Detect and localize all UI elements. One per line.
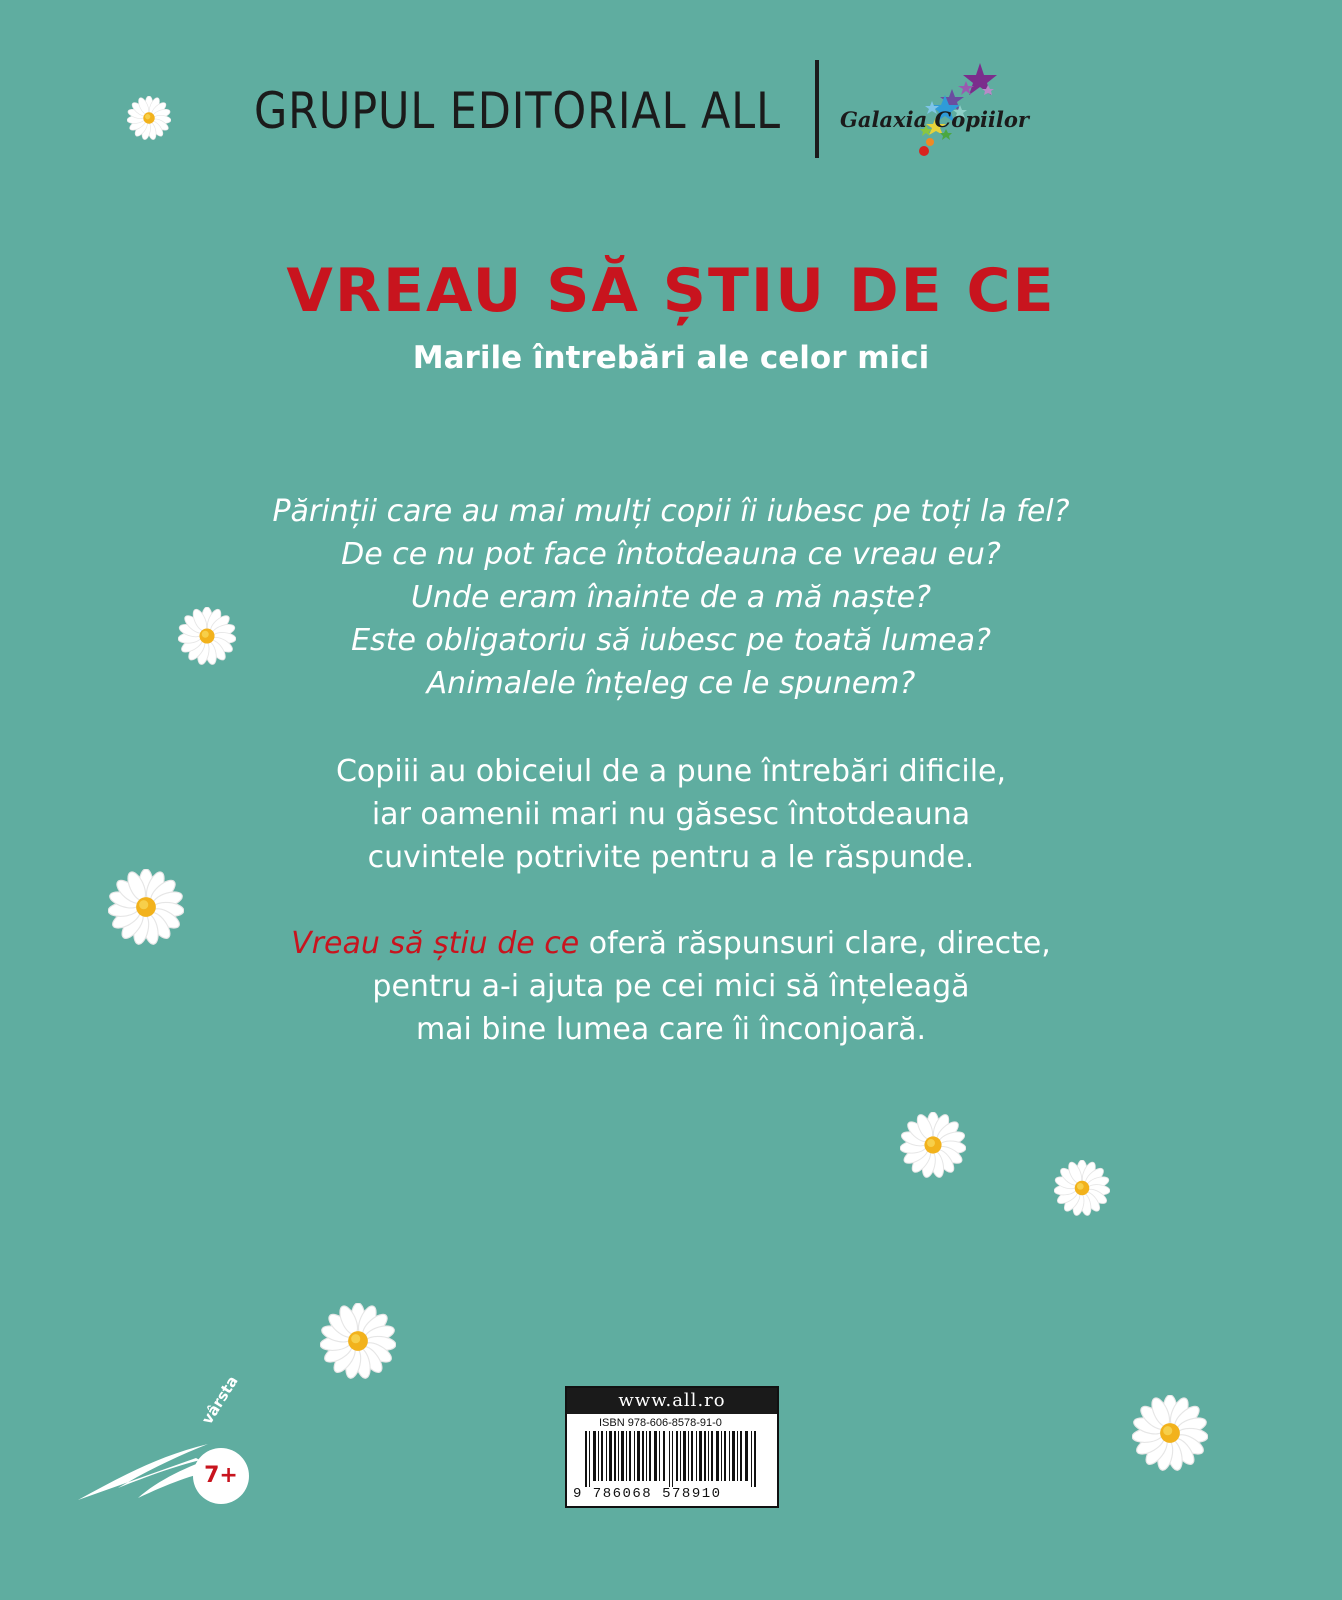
header-divider	[815, 60, 819, 158]
imprint-name: Galaxia Copiilor	[840, 107, 1029, 132]
daisy-icon	[1132, 1395, 1208, 1471]
question-line: De ce nu pot face întotdeauna ce vreau eu?	[341, 537, 1001, 572]
daisy-icon	[127, 96, 171, 140]
paragraph-line: mai bine lumea care îi înconjoară.	[415, 1012, 927, 1047]
barcode-digits: 9 786068 578910	[573, 1486, 722, 1502]
question-line: Este obligatoriu să iubesc pe toată lumea?	[351, 623, 991, 658]
question-line: Unde eram înainte de a mă naște?	[410, 580, 932, 615]
description-paragraph	[0, 750, 1342, 879]
book-title: VREAU SĂ ȘTIU DE CE	[286, 256, 1056, 326]
daisy-icon	[1054, 1160, 1110, 1216]
paragraph-line: iar oamenii mari nu găsesc întotdeauna	[371, 797, 971, 832]
series-name-inline: Vreau să știu de ce	[291, 926, 580, 961]
question-line: Părinții care au mai mulți copii îi iubesc pe toți la fel?	[272, 494, 1070, 529]
daisy-icon	[178, 607, 236, 665]
book-subtitle: Marile întrebări ale celor mici	[412, 340, 930, 376]
question-line: Animalele înțeleg ce le spunem?	[426, 666, 916, 701]
publisher-website: www.all.ro	[567, 1388, 777, 1414]
paragraph-line	[0, 922, 1342, 965]
barcode-bars-icon	[585, 1431, 761, 1487]
imprint-logo	[840, 55, 1100, 165]
age-value: 7+	[193, 1448, 249, 1504]
daisy-icon	[108, 869, 184, 945]
paragraph-line: pentru a-i ajuta pe cei mici să înțeleagă	[372, 969, 970, 1004]
publisher-name: GRUPUL EDITORIAL ALL	[254, 82, 781, 140]
age-label: vârsta	[198, 1372, 242, 1428]
paragraph-text: oferă răspunsuri clare, directe,	[579, 926, 1051, 961]
daisy-icon	[320, 1303, 396, 1379]
isbn-barcode	[565, 1386, 779, 1508]
daisy-icon	[900, 1112, 966, 1178]
paragraph-line: cuvintele potrivite pentru a le răspunde.	[367, 840, 975, 875]
promo-paragraph	[0, 922, 1342, 1051]
isbn-number: ISBN 978-606-8578-91-0	[599, 1417, 722, 1429]
questions-block	[0, 490, 1342, 705]
paragraph-line: Copiii au obiceiul de a pune întrebări dificile,	[335, 754, 1007, 789]
